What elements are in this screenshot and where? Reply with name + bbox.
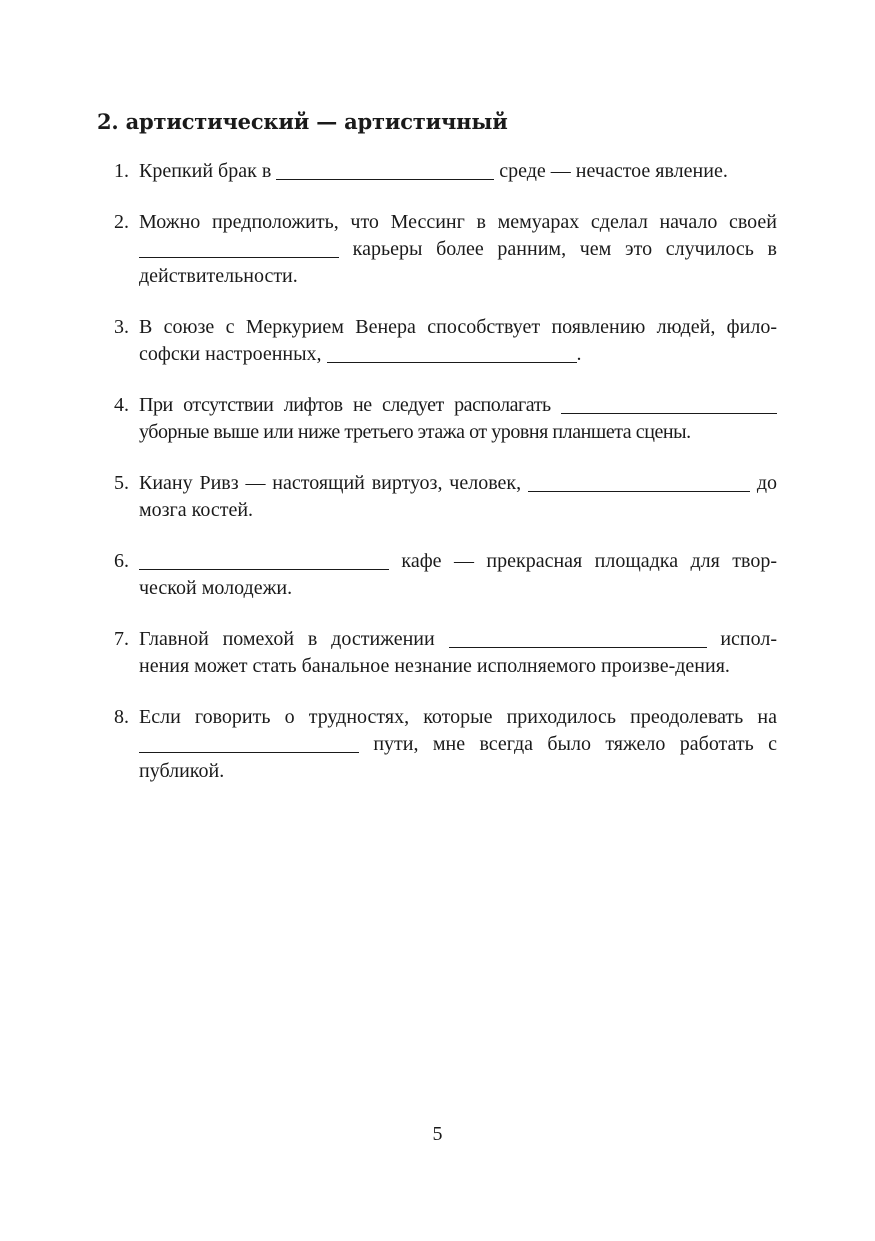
item-number: 4. (114, 394, 129, 416)
text-before-blank: Крепкий брак в (139, 160, 277, 182)
text-after-blank: . (576, 343, 582, 365)
text-before-blank: В союзе с Меркурием Венера способствует появлению людей, фило-софски настроенных, (139, 316, 777, 365)
fill-in-blank[interactable] (276, 161, 494, 180)
exercise-item-1 (110, 158, 777, 185)
text-before-blank: Главной помехой в достижении (139, 628, 449, 650)
text-after-blank: до мозга костей. (139, 472, 777, 521)
item-text (139, 209, 777, 290)
exercise-heading: 2. артистический — артистичный (97, 109, 508, 134)
item-text (139, 548, 777, 602)
fill-in-blank[interactable] (139, 734, 359, 753)
exercise-item-2 (110, 209, 777, 290)
text-before-blank: Киану Ривз — настоящий виртуоз, человек, (139, 472, 528, 494)
item-number: 6. (114, 550, 129, 572)
item-text (139, 158, 777, 185)
exercise-item-6 (110, 548, 777, 602)
text-after-blank: карьеры более ранним, чем это случилось в действительности. (139, 238, 777, 287)
fill-in-blank[interactable] (139, 239, 339, 258)
item-number: 1. (114, 160, 129, 182)
exercise-item-5 (110, 470, 777, 524)
text-after-blank: кафе — прекрасная площадка для твор-ческой молодежи. (139, 550, 777, 599)
exercise-item-8 (110, 704, 777, 785)
fill-in-blank[interactable] (561, 395, 777, 414)
item-number: 3. (114, 316, 129, 338)
fill-in-blank[interactable] (449, 629, 707, 648)
text-before-blank: При отсутствии лифтов не следует располагать (139, 394, 561, 416)
item-number: 8. (114, 706, 129, 728)
text-before-blank: Если говорить о трудностях, которые приходилось преодолевать на (139, 706, 777, 728)
exercise-item-7 (110, 626, 777, 680)
item-text (139, 470, 777, 524)
item-number: 2. (114, 211, 129, 233)
fill-in-blank[interactable] (327, 344, 577, 363)
text-after-blank: уборные выше или ниже третьего этажа от уровня планшета сцены. (139, 421, 691, 443)
text-after-blank: среде — нечастое явление. (494, 160, 728, 182)
exercise-item-4 (110, 392, 777, 446)
page-number: 5 (432, 1123, 443, 1145)
item-text (139, 392, 777, 446)
item-text (139, 704, 777, 785)
fill-in-blank[interactable] (139, 551, 389, 570)
item-number: 5. (114, 472, 129, 494)
text-before-blank: Можно предположить, что Мессинг в мемуарах сделал начало своей (139, 211, 777, 233)
exercise-item-3 (110, 314, 777, 368)
item-number: 7. (114, 628, 129, 650)
item-text (139, 626, 777, 680)
fill-in-blank[interactable] (528, 473, 750, 492)
text-after-blank: пути, мне всегда было тяжело работать с публикой. (139, 733, 777, 782)
exercise-list (110, 158, 777, 785)
text-after-blank: испол-нения может стать банальное незнание исполняемого произве-дения. (139, 628, 777, 677)
item-text (139, 314, 777, 368)
